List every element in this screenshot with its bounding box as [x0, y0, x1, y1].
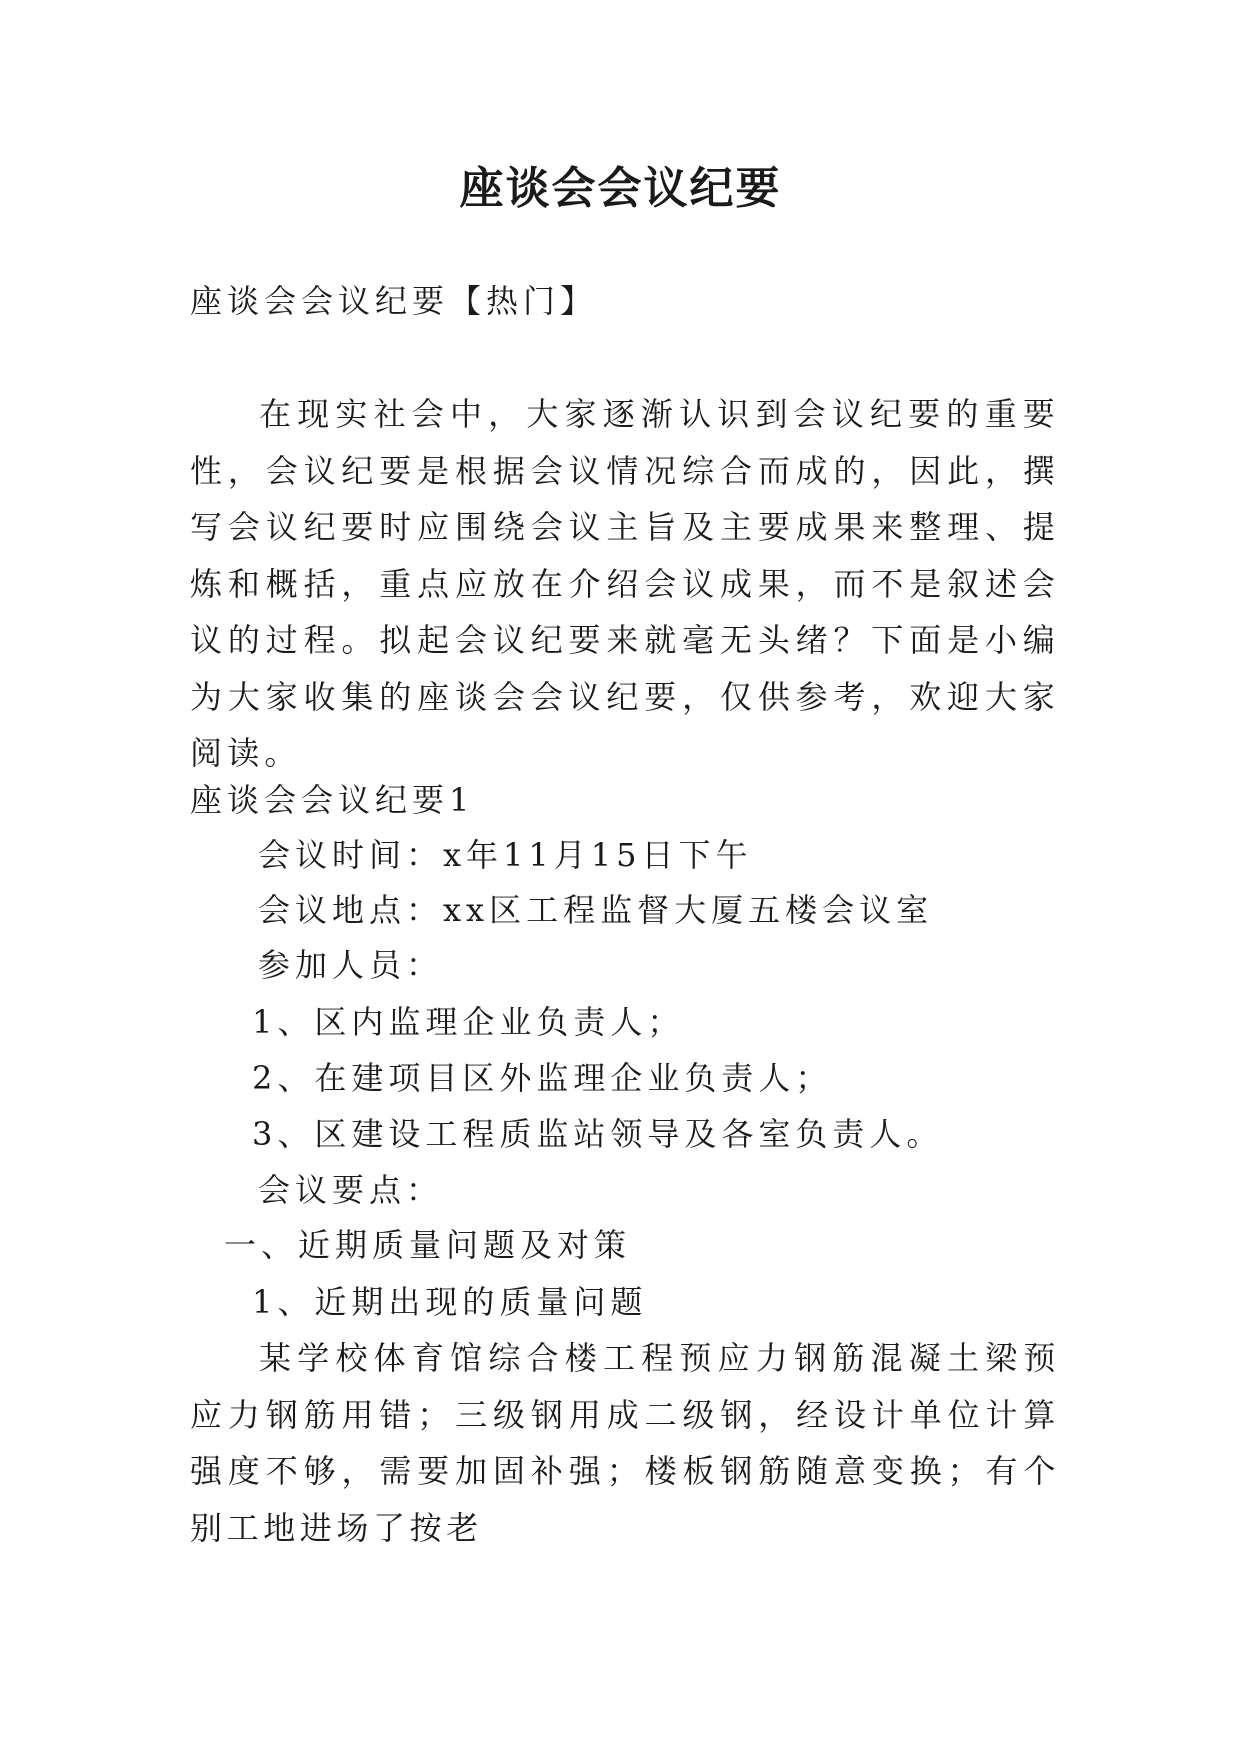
- sub-heading: 1、近期出现的质量问题: [252, 1283, 648, 1321]
- attendees-label: 参加人员：: [258, 946, 444, 984]
- section-heading: 座谈会会议纪要1: [190, 781, 475, 819]
- meeting-place: 会议地点：xx区工程监督大厦五楼会议室: [258, 891, 934, 929]
- point-heading: 一、近期质量问题及对策: [224, 1226, 632, 1264]
- body-paragraph: 某学校体育馆综合楼工程预应力钢筋混凝土梁预应力钢筋用错；三级钢用成二级钢，经设计单位计算强度不够，需要加固补强；楼板钢筋随意变换；有个别工地进场了按老: [190, 1339, 1060, 1547]
- meeting-time: 会议时间：x年11月15日下午: [258, 836, 753, 874]
- attendee-item: 1、区内监理企业负责人；: [252, 1003, 685, 1041]
- points-label: 会议要点：: [258, 1171, 444, 1209]
- document-subtitle: 座谈会会议纪要【热门】: [190, 282, 598, 320]
- attendee-item: 3、区建设工程质监站领导及各室负责人。: [252, 1115, 944, 1153]
- attendee-item: 2、在建项目区外监理企业负责人；: [252, 1059, 833, 1097]
- document-title: 座谈会会议纪要: [459, 163, 782, 214]
- intro-paragraph: 在现实社会中，大家逐渐认识到会议纪要的重要性，会议纪要是根据会议情况综合而成的，因此，撰写会议纪要时应围绕会议主旨及主要成果来整理、提炼和概括，重点应放在介绍会议成果，而不是叙述会议的过程。拟起会议纪要来就毫无头绪？下面是小编为大家收集的座谈会会议纪要，仅供参考，欢迎大家阅读。: [190, 395, 1060, 772]
